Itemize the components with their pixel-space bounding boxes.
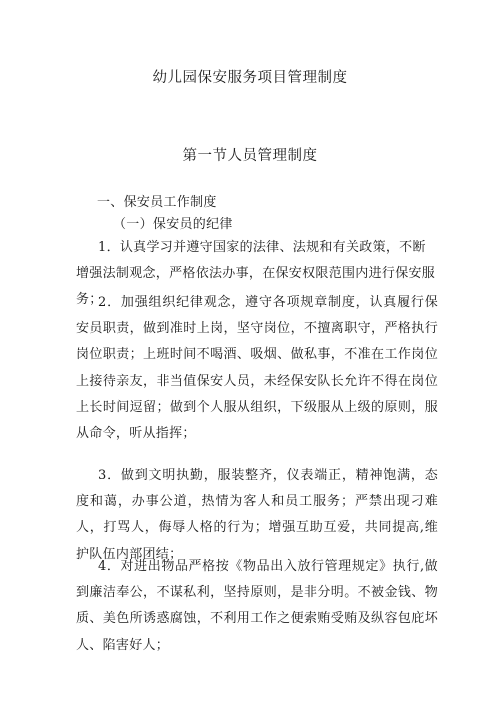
paragraph-item-4-text: 4．对进出物品严格按《物品出入放行管理规定》执行,做到廉洁奉公，不谋私利，坚持原则，是非分明。不被金钱、物质、美色所诱惑腐蚀，不利用工作之便索贿受贿及纵容包庇坏人、陷害好人； bbox=[76, 559, 438, 653]
paragraph-item-4 bbox=[76, 554, 438, 659]
document-title: 幼儿园保安服务项目管理制度 bbox=[152, 70, 348, 86]
section-title: 第一节人员管理制度 bbox=[182, 148, 318, 164]
paragraph-item-2 bbox=[76, 290, 438, 447]
paragraph-item-1-line-1: 1．认真学习并遵守国家的法律、法规和有关政策，不断 bbox=[98, 240, 426, 255]
heading-level-2: （一）保安员的纪律 bbox=[113, 217, 233, 232]
paragraph-item-1-line-2: 增强法制观念，严格依法办事，在保安权限范围内进行保安服务； bbox=[76, 266, 436, 307]
paragraph-item-2-text: 2．加强组织纪律观念，遵守各项规章制度，认真履行保安员职责，做到准时上岗，坚守岗位，不擅离职守，严格执行岗位职责；上班时间不喝酒、吸烟、做私事，不准在工作岗位上接待亲友，非当值保安人员，未经保安队长允许不得在岗位上长时间逗留；做到个人服从组织，下级服从上级的原则，服从命令，听从指挥； bbox=[76, 295, 438, 442]
paragraph-item-3-text: 3．做到文明执勤，服装整齐，仪表端正，精神饱满，态度和蔼，办事公道，热情为客人和员工服务；严禁出现刁难人，打骂人，侮辱人格的行为；增强互助互爱，共同提高,维护队伍内部团结； bbox=[76, 468, 438, 562]
paragraph-item-3 bbox=[76, 463, 438, 568]
heading-level-1: 一、保安员工作制度 bbox=[97, 195, 217, 210]
